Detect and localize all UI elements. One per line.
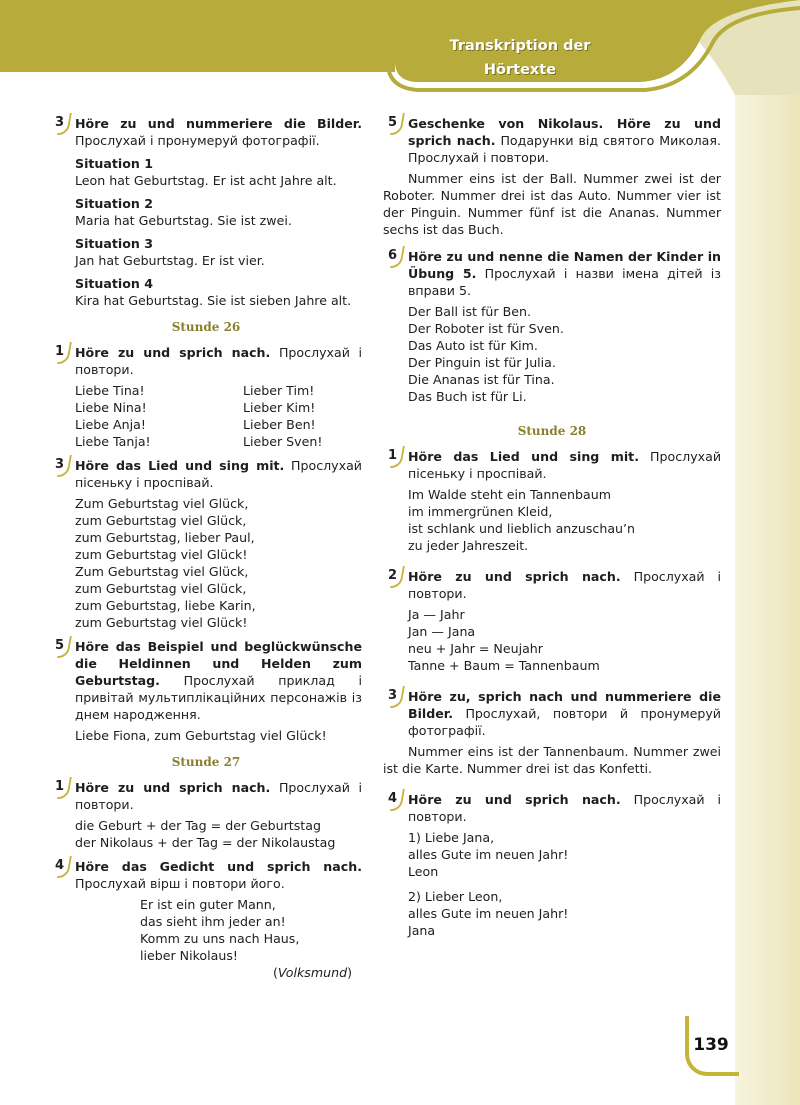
situation: Situation 3 Jan hat Geburtstag. Er ist vier. xyxy=(75,236,265,268)
lesson-heading: Stunde 26 xyxy=(171,320,241,334)
exercise-number: 5 xyxy=(50,638,70,658)
exercise-instruction: Höre das Lied und sing mit. Прослухай пісеньку і проспівай. xyxy=(75,458,362,490)
poem-source: (Volksmund) xyxy=(272,965,352,980)
exercise-block xyxy=(383,791,721,939)
exercise-paragraph: Nummer eins ist der Ball. Nummer zwei ist der Roboter. Nummer drei ist das Auto. Nummer vier ist der Pinguin. Nummer fünf ist die Ananas. Nummer sechs ist das Buch. xyxy=(383,171,721,237)
exercise-block xyxy=(383,568,721,674)
exercise-block xyxy=(50,115,362,309)
exercise-paragraph: Nummer eins ist der Tannenbaum. Nummer zwei ist die Karte. Nummer drei ist das Konfetti. xyxy=(383,744,721,776)
situation: Situation 4 Kira hat Geburtstag. Sie ist sieben Jahre alt. xyxy=(75,276,352,308)
exercise-block xyxy=(50,638,362,744)
word-formation: die Geburt + der Tag = der Geburtstag der Nikolaus + der Tag = der Nikolaustag xyxy=(75,818,336,850)
exercise-instruction: Höre zu, sprich nach und nummeriere die Bilder. Прослухай, повтори й пронумеруй фотографії. xyxy=(408,689,721,738)
exercise-instruction: Höre zu und sprich nach. Прослухай і повтори. xyxy=(75,345,362,377)
exercise-number: 6 xyxy=(383,248,403,268)
song-text: Zum Geburtstag viel Glück, zum Geburtstag viel Glück, zum Geburtstag, lieber Paul, zum Geburtstag viel Glück! Zum Geburtstag viel Glück, zum Geburtstag viel Glück, zum Geburtstag, liebe Karin, zum Geburtstag viel Glück! xyxy=(75,496,256,630)
exercise-number: 5 xyxy=(383,115,403,135)
situation: Situation 2 Maria hat Geburtstag. Sie ist zwei. xyxy=(75,196,292,228)
exercise-number: 2 xyxy=(383,568,403,588)
exercise-instruction: Geschenke von Nikolaus. Höre zu und sprich nach. Подарунки від святого Миколая. Прослухай і повтори. xyxy=(408,116,721,165)
exercise-number: 4 xyxy=(383,791,403,811)
left-column xyxy=(50,115,362,988)
exercise-block xyxy=(50,344,362,450)
section-title: Transkription der Hörtexte xyxy=(415,34,625,58)
exercise-number: 3 xyxy=(383,688,403,708)
exercise-block xyxy=(383,248,721,405)
lesson-heading: Stunde 28 xyxy=(517,424,587,438)
exercise-block xyxy=(50,858,362,981)
exercise-instruction: Höre das Lied und sing mit. Прослухай пісеньку і проспівай. xyxy=(408,449,721,481)
exercise-block xyxy=(383,448,721,554)
situation: Situation 1 Leon hat Geburtstag. Er ist acht Jahre alt. xyxy=(75,156,337,188)
exercise-block xyxy=(50,779,362,851)
exercise-block xyxy=(383,115,721,238)
exercise-block xyxy=(383,688,721,777)
exercise-number: 4 xyxy=(50,858,70,878)
exercise-number: 1 xyxy=(50,344,70,364)
word-formation: Ja — Jahr Jan — Jana neu + Jahr = Neujahr Tanne + Baum = Tannenbaum xyxy=(408,607,600,673)
exercise-instruction: Höre zu und sprich nach. Прослухай і повтори. xyxy=(75,780,362,812)
exercise-number: 3 xyxy=(50,115,70,135)
lesson-heading: Stunde 27 xyxy=(171,755,241,769)
page-number: 139 xyxy=(688,1022,734,1068)
exercise-instruction: Höre zu und nenne die Namen der Kinder in Übung 5. Прослухай і назви імена дітей із вправи 5. xyxy=(408,249,721,298)
margin-strip xyxy=(735,95,800,1105)
exercise-number: 1 xyxy=(383,448,403,468)
song-text: Im Walde steht ein Tannenbaum im immergrünen Kleid, ist schlank und lieblich anzuschau’n zu jeder Jahreszeit. xyxy=(408,487,636,553)
letter-text: 1) Liebe Jana, alles Gute im neuen Jahr! Leon xyxy=(408,830,569,879)
exercise-instruction: Höre zu und nummeriere die Bilder. Прослухай і пронумеруй фотографії. xyxy=(75,116,362,148)
poem-text: Er ist ein guter Mann, das sieht ihm jeder an! Komm zu uns nach Haus, lieber Nikolaus! (Volksmund) xyxy=(140,896,362,981)
exercise-number: 1 xyxy=(50,779,70,799)
exercise-instruction: Höre das Gedicht und sprich nach. Прослухай вірш і повтори його. xyxy=(75,859,362,891)
sentence-list: Der Ball ist für Ben. Der Roboter ist für Sven. Das Auto ist für Kim. Der Pinguin ist für Julia. Die Ananas ist für Tina. Das Buch ist für Li. xyxy=(408,304,564,404)
exercise-instruction: Höre das Beispiel und beglückwünsche die Heldinnen und Helden zum Geburtstag. Прослухай приклад і привітай мультиплікаційних персонажів із днем народження. xyxy=(75,639,362,722)
exercise-number: 3 xyxy=(50,457,70,477)
example-text: Liebe Fiona, zum Geburtstag viel Glück! xyxy=(75,728,327,743)
exercise-block xyxy=(50,457,362,631)
greeting-table: Liebe Tina! Liebe Nina! Liebe Anja! Liebe Tanja! Lieber Tim! Lieber Kim! Lieber Ben! Lieber Sven! xyxy=(75,383,323,449)
right-column xyxy=(383,115,721,946)
exercise-instruction: Höre zu und sprich nach. Прослухай і повтори. xyxy=(408,792,722,824)
header-decoration xyxy=(0,0,800,110)
exercise-instruction: Höre zu und sprich nach. Прослухай і повтори. xyxy=(408,569,722,601)
letter-text: 2) Lieber Leon, alles Gute im neuen Jahr! Jana xyxy=(408,889,569,938)
